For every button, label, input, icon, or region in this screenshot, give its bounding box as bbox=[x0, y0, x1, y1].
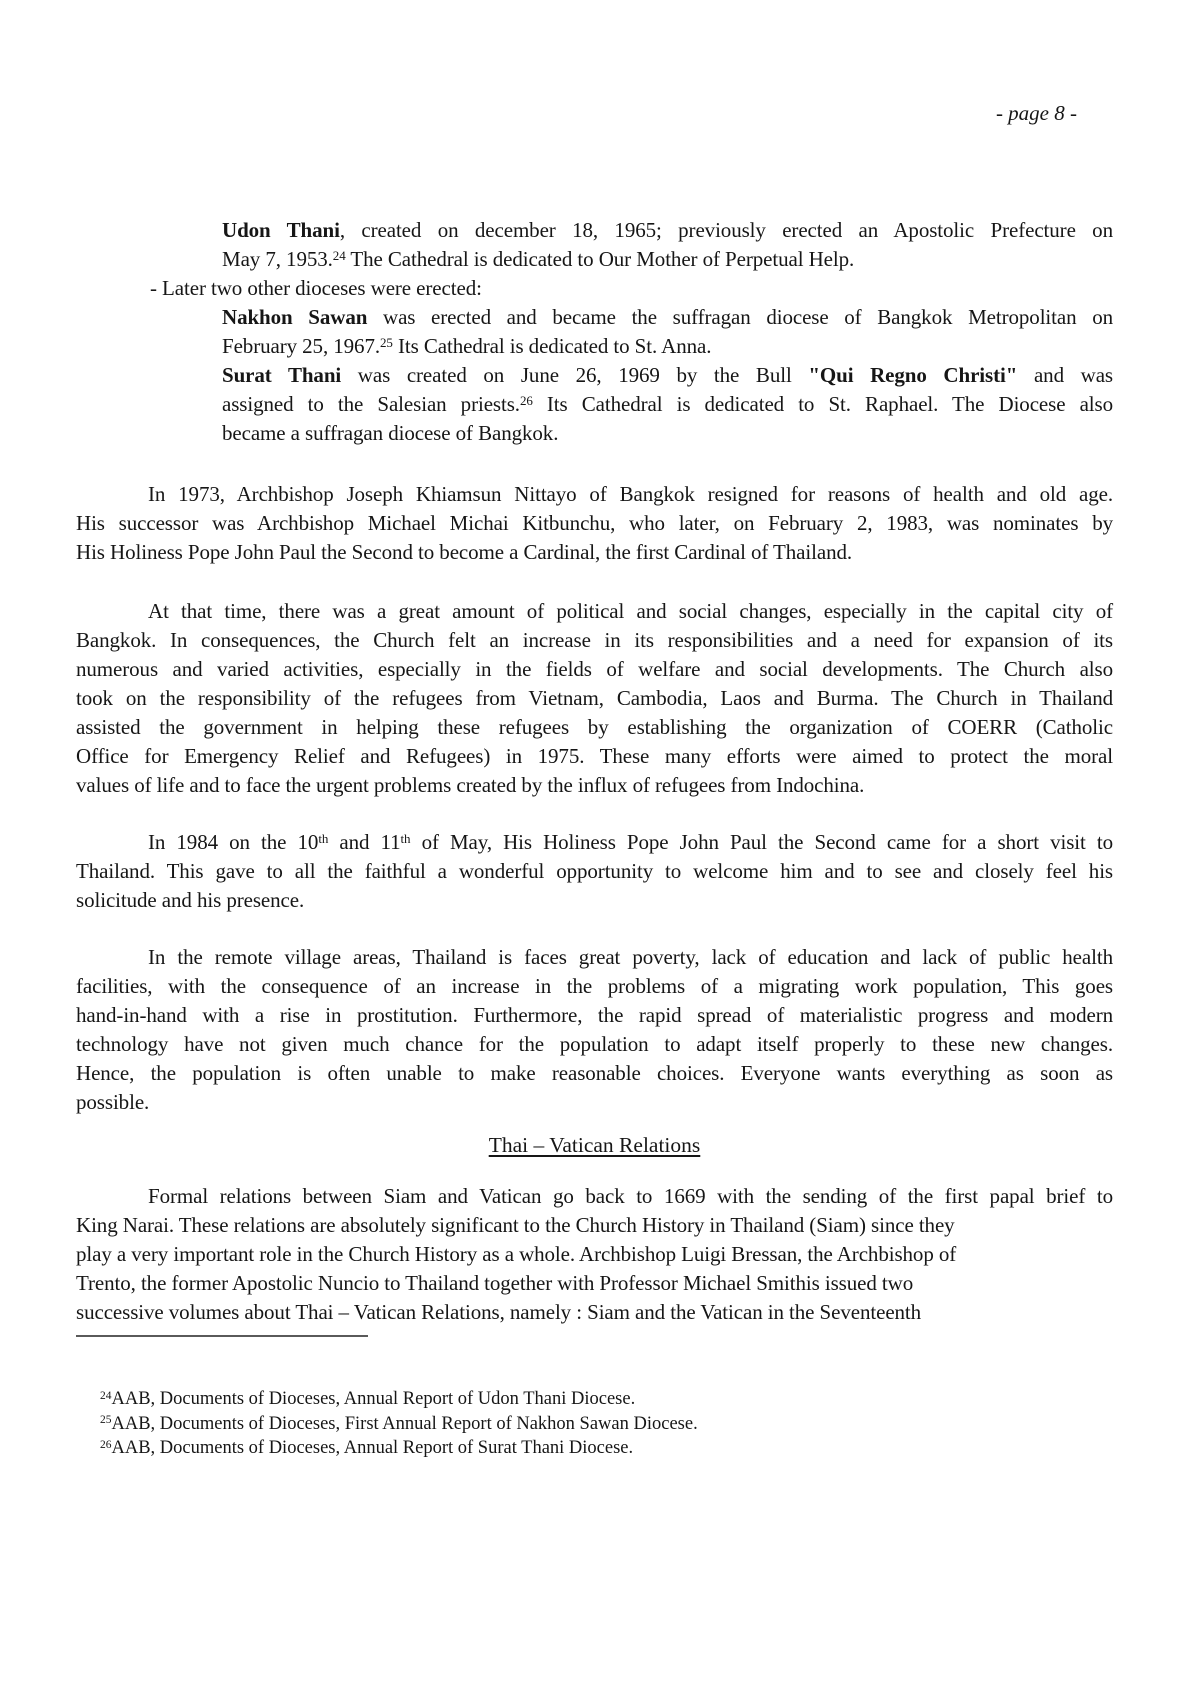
diocese-list-paragraph bbox=[76, 332, 1113, 361]
paragraph-political-social-changes bbox=[76, 597, 1113, 626]
diocese-list-paragraph bbox=[76, 216, 1113, 245]
text-segment: Thailand. This gave to all the faithful a wonderful opportunity to welcome him and to see and closely feel his bbox=[76, 859, 1113, 883]
footnote-item: $^{24}$AAB, Documents of Dioceses, Annual Report of Udon Thani Diocese. bbox=[100, 1389, 636, 1409]
diocese-list-paragraph bbox=[76, 245, 1113, 274]
text-segment: hand-in-hand with a rise in prostitution. Furthermore, the rapid spread of materialistic progress and modern bbox=[76, 1003, 1113, 1027]
text-segment: - Later two other dioceses were erected: bbox=[150, 276, 482, 300]
text-segment: technology have not given much chance for the population to adapt itself properly to these new changes. bbox=[76, 1032, 1113, 1056]
text-segment: Office for Emergency Relief and Refugees) in 1975. These many efforts were aimed to protect the moral bbox=[76, 744, 1113, 768]
text-segment: became a suffragan diocese of Bangkok. bbox=[222, 421, 559, 445]
paragraph-1984-papal-visit bbox=[76, 886, 1113, 915]
text-segment: assisted the government in helping these refugees by establishing the organization of COERR (Catholic bbox=[76, 715, 1113, 739]
paragraph-political-social-changes bbox=[76, 684, 1113, 713]
text-segment: successive volumes about Thai – Vatican Relations, namely : Siam and the Vatican in the Seventeenth bbox=[76, 1300, 922, 1324]
text-segment: and was bbox=[1017, 363, 1113, 387]
text-segment: Its Cathedral is dedicated to St. Raphael. The Diocese also bbox=[532, 392, 1113, 416]
text-segment: His Holiness Pope John Paul the Second to become a Cardinal, the first Cardinal of Thailand. bbox=[76, 540, 853, 564]
paragraph-political-social-changes bbox=[76, 626, 1113, 655]
footnote-number: 25 bbox=[100, 1414, 112, 1427]
text-segment: , created on december 18, 1965; previously erected an Apostolic Prefecture on bbox=[339, 218, 1113, 242]
paragraph-formal-relations bbox=[76, 1182, 1113, 1211]
paragraph-formal-relations bbox=[76, 1211, 1113, 1240]
text-segment: took on the responsibility of the refugees from Vietnam, Cambodia, Laos and Burma. The Church in Thailand bbox=[76, 686, 1113, 710]
text-segment: In the remote village areas, Thailand is faces great poverty, lack of education and lack of public health bbox=[148, 945, 1113, 969]
footnote-reference: th bbox=[318, 831, 329, 847]
text-segment: facilities, with the consequence of an increase in the problems of a migrating work population, This goes bbox=[76, 974, 1113, 998]
spacer bbox=[76, 1160, 1113, 1182]
text-segment: assigned to the Salesian priests. bbox=[222, 392, 520, 416]
footnote-reference: 26 bbox=[519, 393, 533, 409]
text-segment: numerous and varied activities, especially in the fields of welfare and social developments. The Church also bbox=[76, 657, 1113, 681]
text-segment: values of life and to face the urgent problems created by the influx of refugees from Indochina. bbox=[76, 773, 865, 797]
text-segment: solicitude and his presence. bbox=[76, 888, 305, 912]
text-segment: In 1973, Archbishop Joseph Khiamsun Nittayo of Bangkok resigned for reasons of health and old age. bbox=[148, 482, 1113, 506]
text-segment: play a very important role in the Church History as a whole. Archbishop Luigi Bressan, the Archbishop of bbox=[76, 1242, 957, 1266]
text-segment: Udon Thani bbox=[222, 218, 340, 242]
document-body bbox=[76, 216, 1113, 1461]
text-segment: was created on June 26, 1969 by the Bull bbox=[341, 363, 809, 387]
paragraph-1973-archbishop bbox=[76, 480, 1113, 509]
text-segment: of May, His Holiness Pope John Paul the Second came for a short visit to bbox=[410, 830, 1114, 854]
spacer bbox=[76, 1117, 1113, 1131]
paragraph-formal-relations bbox=[76, 1269, 1113, 1298]
text-segment: Hence, the population is often unable to make reasonable choices. Everyone wants everything as soon as bbox=[76, 1061, 1113, 1085]
spacer bbox=[76, 448, 1113, 480]
paragraph-1973-archbishop bbox=[76, 509, 1113, 538]
footnote-reference: 24 bbox=[332, 248, 346, 264]
text-segment: Formal relations between Siam and Vatican go back to 1669 with the sending of the first papal brief to bbox=[148, 1184, 1113, 1208]
paragraph-remote-village-poverty bbox=[76, 1088, 1113, 1117]
text-segment: The Cathedral is dedicated to Our Mother of Perpetual Help. bbox=[345, 247, 855, 271]
text-segment: and 11 bbox=[328, 830, 401, 854]
diocese-list-paragraph bbox=[76, 390, 1113, 419]
page-number: - page 8 - bbox=[995, 101, 1077, 125]
diocese-list-paragraph bbox=[76, 361, 1113, 390]
paragraph-formal-relations bbox=[76, 1298, 1113, 1327]
paragraph-formal-relations bbox=[76, 1240, 1113, 1269]
text-segment: possible. bbox=[76, 1090, 150, 1114]
text-segment: Trento, the former Apostolic Nuncio to Thailand together with Professor Michael Smithis issued two bbox=[76, 1271, 914, 1295]
diocese-list-paragraph bbox=[76, 274, 1113, 303]
paragraph-political-social-changes bbox=[76, 742, 1113, 771]
spacer bbox=[76, 915, 1113, 943]
paragraph-political-social-changes bbox=[76, 655, 1113, 684]
text-segment: At that time, there was a great amount of political and social changes, especially in the capital city of bbox=[148, 599, 1113, 623]
text-segment: His successor was Archbishop Michael Michai Kitbunchu, who later, on February 2, 1983, was nominates by bbox=[76, 511, 1113, 535]
footnote-number: 26 bbox=[100, 1438, 112, 1451]
text-segment: "Qui Regno Christi" bbox=[808, 363, 1018, 387]
paragraph-1973-archbishop bbox=[76, 538, 1113, 567]
paragraph-remote-village-poverty bbox=[76, 943, 1113, 972]
diocese-list-paragraph bbox=[76, 419, 1113, 448]
spacer bbox=[76, 1337, 1113, 1387]
footnote-item: $^{26}$AAB, Documents of Dioceses, Annual Report of Surat Thani Diocese. bbox=[100, 1438, 634, 1458]
footnote-item: $^{25}$AAB, Documents of Dioceses, First Annual Report of Nakhon Sawan Diocese. bbox=[100, 1413, 698, 1434]
paragraph-1984-papal-visit bbox=[76, 828, 1113, 857]
section-heading-thai-vatican-relations bbox=[76, 1131, 1113, 1160]
paragraph-1984-papal-visit bbox=[76, 857, 1113, 886]
text-segment: Its Cathedral is dedicated to St. Anna. bbox=[392, 334, 712, 358]
paragraph-remote-village-poverty bbox=[76, 972, 1113, 1001]
text-segment: Nakhon Sawan bbox=[222, 305, 368, 329]
section-heading-text: Thai – Vatican Relations bbox=[488, 1133, 701, 1157]
text-segment: King Narai. These relations are absolutely significant to the Church History in Thailand (Siam) since they bbox=[76, 1213, 955, 1237]
paragraph-political-social-changes bbox=[76, 771, 1113, 800]
paragraph-remote-village-poverty bbox=[76, 1059, 1113, 1088]
text-segment: Bangkok. In consequences, the Church felt an increase in its responsibilities and a need for expansion of its bbox=[76, 628, 1113, 652]
text-segment: February 25, 1967. bbox=[222, 334, 381, 358]
spacer bbox=[76, 567, 1113, 597]
footnote-reference: 25 bbox=[380, 335, 393, 351]
paragraph-remote-village-poverty bbox=[76, 1001, 1113, 1030]
footnote-reference: th bbox=[400, 831, 411, 847]
text-segment: In 1984 on the 10 bbox=[148, 830, 319, 854]
footnote-number: 24 bbox=[100, 1389, 112, 1402]
text-segment: Surat Thani bbox=[222, 363, 342, 387]
text-segment: was erected and became the suffragan diocese of Bangkok Metropolitan on bbox=[367, 305, 1114, 329]
diocese-list-paragraph bbox=[76, 303, 1113, 332]
paragraph-political-social-changes bbox=[76, 713, 1113, 742]
text-segment: May 7, 1953. bbox=[222, 247, 333, 271]
paragraph-remote-village-poverty bbox=[76, 1030, 1113, 1059]
spacer bbox=[76, 800, 1113, 828]
